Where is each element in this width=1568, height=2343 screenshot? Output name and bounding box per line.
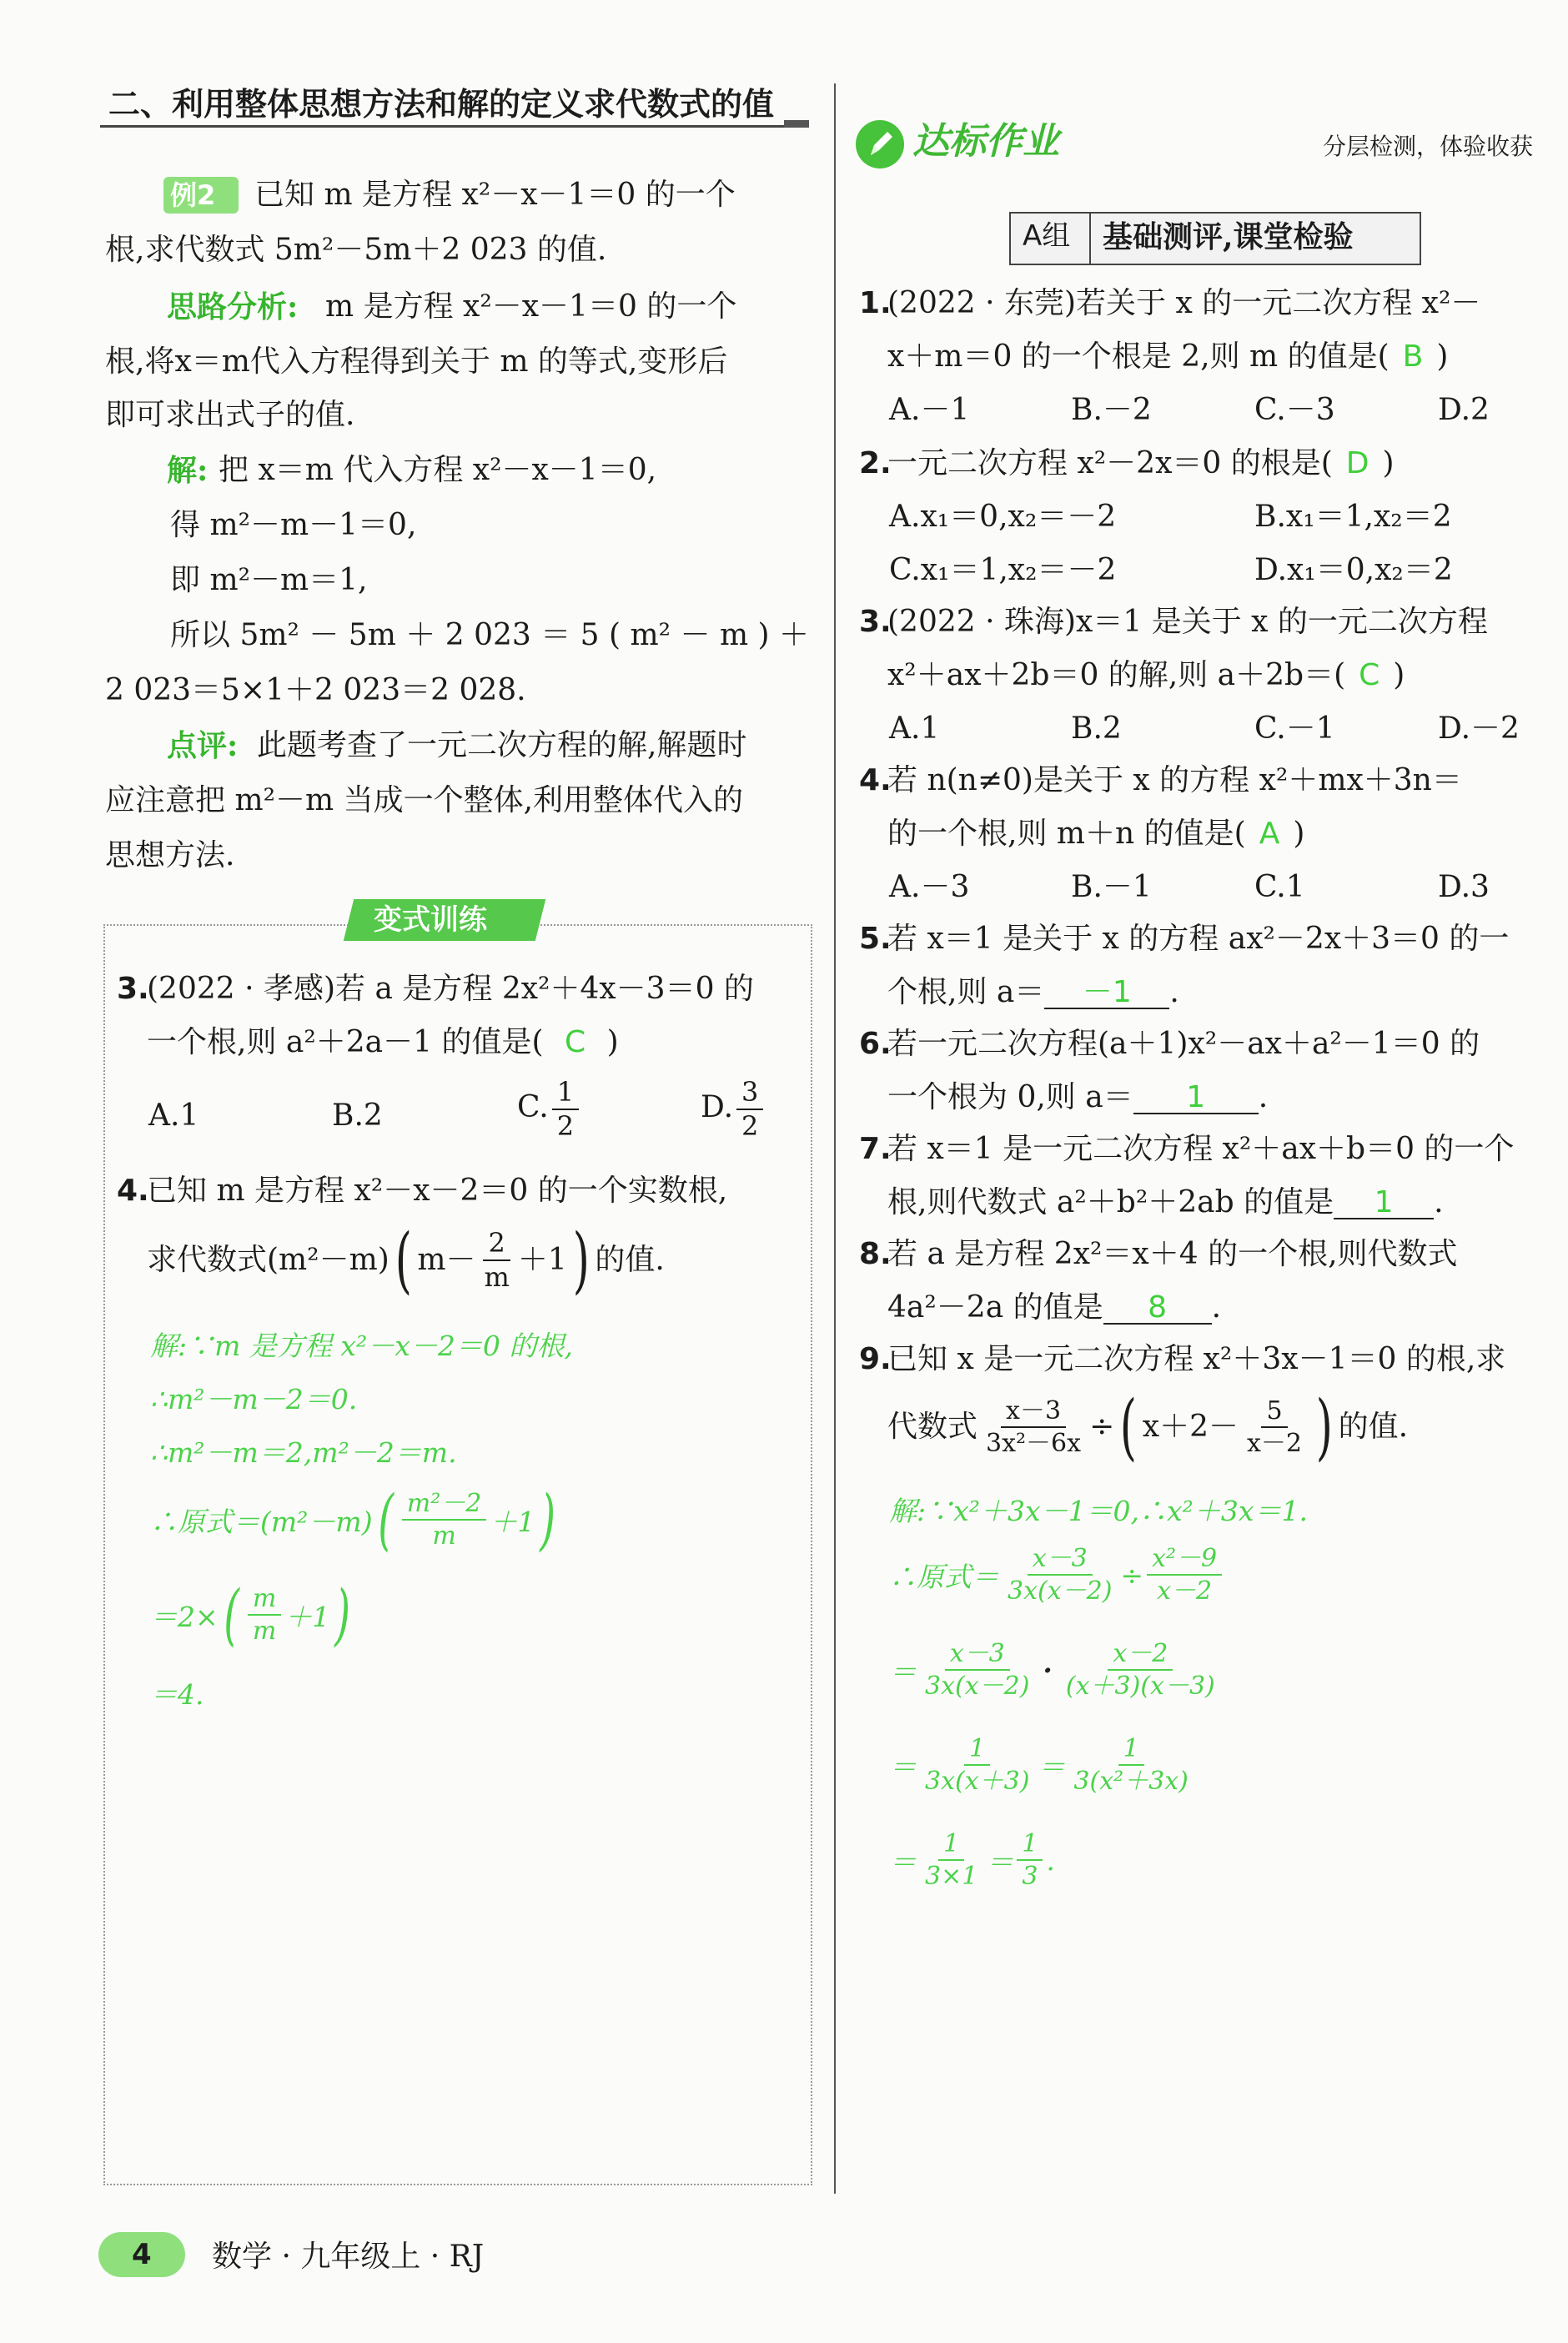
example-line-1: 已知 m 是方程 x²－x－1＝0 的一个: [254, 178, 736, 212]
analysis-line-2: 根,将x＝m代入方程得到关于 m 的等式,变形后: [105, 344, 728, 379]
section-title: 二、利用整体思想方法和解的定义求代数式的值: [108, 86, 775, 123]
practice-q3-option-c: [517, 1078, 582, 1141]
solution-line-2: 得 m²－m－1＝0,: [170, 508, 417, 542]
handwritten-line-6: ＝4.: [150, 1678, 204, 1711]
right-paren: ): [1315, 1385, 1333, 1469]
analysis-line-1: m 是方程 x²－x－1＝0 的一个: [325, 289, 737, 324]
group-label: A组: [1023, 219, 1071, 253]
q9-hw5-f2-num: 1: [1017, 1830, 1043, 1861]
practice-q4-line-2: [147, 1219, 665, 1302]
q1-option-c: C.－3: [1254, 393, 1335, 427]
q6-number: 6.: [859, 1027, 892, 1061]
practice-q4-m: m－: [417, 1243, 476, 1277]
q5-stem: 个根,则 a＝: [887, 975, 1045, 1009]
practice-q3-option-c-num: 1: [552, 1078, 579, 1110]
q9-hw4-f1-den: 3x(x＋3): [925, 1767, 1030, 1796]
q5-answer-blank: －1: [1044, 978, 1169, 1009]
comment-label: 点评:: [167, 728, 239, 763]
q1-close: ): [1436, 339, 1449, 374]
q3-close: ): [1393, 658, 1405, 692]
handwritten-line-3: ∴m²－m＝2,m²－2＝m.: [150, 1436, 457, 1469]
q8-line-1: 若 a 是方程 2x²＝x＋4 的一个根,则代数式: [887, 1237, 1458, 1271]
q9-handwritten-line-1: 解:∵x²＋3x－1＝0,∴x²＋3x＝1.: [889, 1495, 1308, 1527]
comment-line-3: 思想方法.: [105, 838, 235, 872]
hw-left-paren: (: [223, 1576, 239, 1653]
q9-handwritten-line-3: [889, 1640, 1224, 1700]
q4-stem: 的一个根,则 m＋n 的值是(: [887, 817, 1246, 851]
q7-end: .: [1434, 1185, 1444, 1219]
q9-hw3-op: ·: [1043, 1653, 1053, 1687]
q2-option-c: C.x₁＝1,x₂＝－2: [889, 553, 1117, 587]
q9-hw2-pre: ∴原式＝: [889, 1560, 999, 1593]
analysis-line-3: 即可求出式子的值.: [105, 398, 355, 432]
handwritten-line-4-num: m²－2: [402, 1490, 487, 1521]
q2-number: 2.: [859, 446, 892, 480]
practice-q3-option-d-label: D.: [701, 1090, 734, 1125]
q9-frac1-den: 3x²－6x: [986, 1429, 1082, 1458]
q2-option-a: A.x₁＝0,x₂＝－2: [889, 500, 1117, 534]
q6-end: .: [1258, 1080, 1269, 1114]
q9-hw5-end: .: [1046, 1843, 1055, 1877]
practice-q3-answer: C: [565, 1025, 586, 1059]
handwritten-line-4-den: m: [432, 1521, 456, 1551]
hw-right-paren: ): [334, 1576, 351, 1653]
q8-line-2: [887, 1290, 1222, 1325]
q5-line-1: 若 x＝1 是关于 x 的方程 ax²－2x＋3＝0 的一: [887, 922, 1510, 956]
comment-line-1: 此题考查了一元二次方程的解,解题时: [257, 728, 747, 762]
group-divider: [1089, 212, 1091, 264]
practice-title: 变式训练: [374, 903, 487, 937]
handwritten-line-5-end: ＋1: [284, 1600, 330, 1633]
q1-answer: B: [1402, 339, 1424, 374]
example-line-2: 根,求代数式 5m²－5m＋2 023 的值.: [105, 233, 607, 267]
q7-stem: 根,则代数式 a²＋b²＋2ab 的值是: [887, 1185, 1334, 1219]
q4-option-d: D.3: [1438, 870, 1490, 904]
q9-hw3-f1-den: 3x(x－2): [925, 1672, 1030, 1701]
q2-option-d: D.x₁＝0,x₂＝2: [1254, 553, 1453, 587]
hw-right-paren: ): [540, 1481, 556, 1558]
practice-q3-stem: 一个根,则 a²＋2a－1 的值是(: [147, 1025, 544, 1059]
practice-q3-number: 3.: [117, 972, 149, 1006]
handwritten-line-4: [150, 1481, 561, 1558]
q9-hw5-f1-den: 3×1: [925, 1862, 978, 1891]
q9-hw4-pre: ＝: [889, 1750, 917, 1783]
q9-line-1: 已知 x 是一元二次方程 x²＋3x－1＝0 的根,求: [887, 1342, 1506, 1376]
practice-q3-option-d-num: 3: [736, 1078, 763, 1110]
section-title-underline-end: [784, 120, 809, 128]
q9-hw4-f2-den: 3(x²＋3x): [1073, 1767, 1189, 1796]
handwritten-line-5-den: m: [252, 1616, 277, 1646]
q5-number: 5.: [859, 922, 892, 956]
q9-hw3-f2-num: x－2: [1108, 1640, 1173, 1671]
q7-number: 7.: [859, 1132, 892, 1166]
column-divider: [834, 83, 836, 2194]
solution-line-4: 所以 5m² － 5m ＋ 2 023 ＝ 5 ( m² － m ) ＋: [170, 618, 810, 652]
q2-answer: D: [1345, 446, 1369, 480]
q9-frac2-num: 5: [1261, 1397, 1287, 1428]
handwritten-line-5: [150, 1576, 356, 1653]
hw-left-paren: (: [377, 1481, 394, 1558]
page-number: 4: [132, 2238, 152, 2271]
group-title: 基础测评,课堂检验: [1103, 219, 1354, 254]
practice-q3-line-2: [147, 1025, 619, 1059]
practice-q3-option-c-label: C.: [517, 1090, 549, 1125]
practice-q3-close: ): [606, 1025, 619, 1059]
q9-hw2-op: ÷: [1120, 1558, 1144, 1591]
q3-option-a: A.1: [889, 711, 940, 746]
q3-option-d: D.－2: [1438, 711, 1520, 746]
q1-option-d: D.2: [1438, 393, 1490, 427]
q9-expr-end: 的值.: [1338, 1410, 1409, 1444]
q3-line-2: [887, 658, 1405, 692]
q9-handwritten-line-2: [889, 1545, 1225, 1605]
q1-stem: x＋m＝0 的一个根是 2,则 m 的值是(: [887, 339, 1390, 374]
q9-expr-start: 代数式: [887, 1410, 978, 1444]
q3-option-b: B.2: [1071, 711, 1122, 746]
q9-hw2-f2-num: x²－9: [1147, 1545, 1222, 1576]
practice-q3-line-1: (2022 · 孝感)若 a 是方程 2x²＋4x－3＝0 的: [147, 972, 754, 1006]
q7-line-1: 若 x＝1 是一元二次方程 x²＋ax＋b＝0 的一个: [887, 1132, 1515, 1166]
q4-line-1: 若 n(n≠0)是关于 x 的方程 x²＋mx＋3n＝: [887, 763, 1462, 797]
left-paren: (: [1119, 1385, 1138, 1469]
q9-hw4-f2-num: 1: [1118, 1735, 1144, 1766]
q1-line-2: [887, 339, 1449, 374]
practice-q4-frac-num: 2: [483, 1229, 510, 1261]
practice-q4-expr-end: 的值.: [595, 1243, 665, 1277]
q9-hw2-f1-den: 3x(x－2): [1008, 1576, 1113, 1606]
practice-q3-option-a: A.1: [148, 1099, 199, 1133]
q1-line-1: (2022 · 东莞)若关于 x 的一元二次方程 x²－: [887, 286, 1481, 320]
q8-stem: 4a²－2a 的值是: [887, 1290, 1103, 1325]
comment-line-2: 应注意把 m²－m 当成一个整体,利用整体代入的: [105, 783, 744, 817]
handwritten-line-4-end: ＋1: [490, 1505, 535, 1538]
right-paren: ): [572, 1219, 590, 1302]
handwritten-line-2: ∴m²－m－2＝0.: [150, 1383, 358, 1415]
q1-number: 1.: [859, 286, 892, 320]
q9-hw5-f1-num: 1: [938, 1830, 964, 1861]
q9-hw5-pre: ＝: [889, 1845, 917, 1878]
q3-stem: x²＋ax＋2b＝0 的解,则 a＋2b＝(: [887, 658, 1346, 692]
q4-answer: A: [1259, 817, 1280, 851]
q4-number: 4.: [859, 763, 892, 797]
q4-option-c: C.1: [1254, 870, 1305, 904]
q8-number: 8.: [859, 1237, 892, 1271]
q4-close: ): [1293, 817, 1305, 851]
q6-answer-blank: 1: [1133, 1083, 1259, 1114]
handwritten-line-1: 解:∵m 是方程 x²－x－2＝0 的根,: [150, 1330, 573, 1362]
q9-divide: ÷: [1089, 1410, 1115, 1444]
solution-line-5: 2 023＝5×1＋2 023＝2 028.: [105, 673, 526, 707]
practice-q3-option-b: B.2: [332, 1099, 383, 1133]
q9-hw2-f2-den: x－2: [1157, 1576, 1213, 1606]
q2-close: ): [1382, 446, 1395, 480]
q9-hw2-f1-num: x－3: [1028, 1545, 1093, 1576]
q9-number: 9.: [859, 1342, 892, 1376]
practice-q4-frac-den: m: [484, 1261, 510, 1293]
pencil-icon: [856, 120, 904, 168]
practice-q3-option-c-den: 2: [556, 1110, 575, 1143]
q7-line-2: [887, 1185, 1444, 1219]
q5-line-2: [887, 975, 1179, 1009]
handwritten-line-4-start: ∴原式＝(m²－m): [150, 1505, 373, 1538]
homework-header-sub: 分层检测，体验收获: [1323, 133, 1534, 160]
q3-number: 3.: [859, 605, 892, 639]
q9-handwritten-line-5: [889, 1830, 1055, 1890]
q3-option-c: C.－1: [1254, 711, 1335, 746]
q9-frac1-num: x－3: [1001, 1397, 1066, 1428]
q3-line-1: (2022 · 珠海)x＝1 是关于 x 的一元二次方程: [887, 605, 1488, 639]
solution-line-1: 把 x＝m 代入方程 x²－x－1＝0,: [219, 453, 657, 487]
q3-answer: C: [1359, 658, 1380, 692]
handwritten-line-5-start: ＝2×: [150, 1600, 219, 1633]
q1-option-b: B.－2: [1071, 393, 1152, 427]
solution-line-3: 即 m²－m＝1,: [170, 563, 368, 597]
practice-q3-option-d-den: 2: [741, 1110, 759, 1143]
q7-answer-blank: 1: [1334, 1188, 1434, 1219]
q9-hw4-f1-num: 1: [964, 1735, 990, 1766]
homework-header-title: 达标作业: [912, 120, 1059, 163]
q9-hw5-op: ＝: [986, 1845, 1014, 1878]
practice-q4-expr-start: 求代数式(m²－m): [147, 1243, 389, 1277]
q9-frac2-den: x－2: [1247, 1429, 1303, 1458]
q9-hw3-pre: ＝: [889, 1655, 917, 1688]
practice-q4-plus-one: ＋1: [517, 1243, 567, 1277]
q4-option-a: A.－3: [889, 870, 970, 904]
practice-q4-line-1: 已知 m 是方程 x²－x－2＝0 的一个实数根,: [147, 1174, 728, 1208]
q9-hw5-f2-den: 3: [1022, 1862, 1038, 1891]
q2-line-1: [887, 446, 1395, 480]
q6-line-2: [887, 1080, 1269, 1114]
practice-q4-number: 4.: [117, 1174, 149, 1208]
q9-hw3-f2-den: (x＋3)(x－3): [1065, 1672, 1215, 1701]
q6-stem: 一个根为 0,则 a＝: [887, 1080, 1133, 1114]
q2-stem: 一元二次方程 x²－2x＝0 的根是(: [887, 446, 1333, 480]
q9-hw3-f1-num: x－3: [945, 1640, 1010, 1671]
left-paren: (: [395, 1219, 412, 1302]
analysis-label: 思路分析:: [167, 289, 299, 324]
q5-end: .: [1169, 975, 1179, 1009]
q8-end: .: [1211, 1290, 1222, 1325]
practice-q3-option-d: [701, 1078, 766, 1141]
q9-handwritten-line-4: [889, 1735, 1197, 1795]
q2-option-b: B.x₁＝1,x₂＝2: [1254, 500, 1452, 534]
q1-option-a: A.－1: [889, 393, 970, 427]
q4-line-2: [887, 819, 1304, 849]
q8-answer-blank: 8: [1103, 1293, 1212, 1325]
q6-line-1: 若一元二次方程(a＋1)x²－ax＋a²－1＝0 的: [887, 1027, 1480, 1061]
q9-inner: x＋2－: [1142, 1410, 1239, 1444]
handwritten-line-5-num: m: [248, 1585, 281, 1616]
solution-label: 解:: [167, 453, 209, 488]
section-title-underline: [100, 125, 809, 128]
q9-line-2: [887, 1385, 1409, 1469]
q4-option-b: B.－1: [1071, 870, 1152, 904]
example-badge-label: 例2: [170, 179, 216, 211]
q9-hw4-op: ＝: [1038, 1750, 1066, 1783]
book-info: 数学 · 九年级上 · RJ: [212, 2240, 485, 2274]
